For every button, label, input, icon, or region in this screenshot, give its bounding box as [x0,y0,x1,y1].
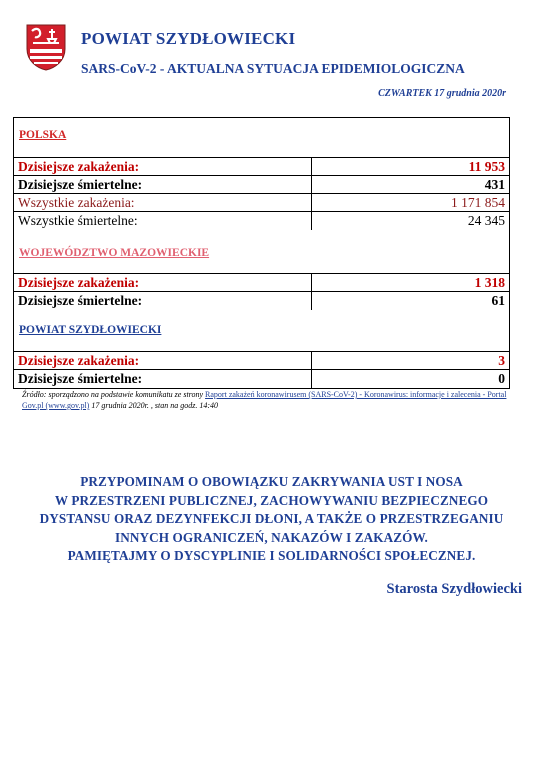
notice-line: DYSTANSU ORAZ DEZYNFEKCJI DŁONI, A TAKŻE O PRZESTRZEGANIU [39,511,504,526]
source-prefix: Źródło: sporządzono na podstawie komunikatu ze strony [22,390,204,399]
row-label: Dzisiejsze zakażenia: [18,353,140,368]
section-voivodeship-label: WOJEWÓDZTWO MAZOWIECKIE [19,247,210,259]
county-coat-of-arms-icon [25,23,67,71]
row-value: 1 318 [311,274,509,291]
notice-line: PRZYPOMINAM O OBOWIĄZKU ZAKRYWANIA UST I NOSA [80,474,463,489]
row-label: Wszystkie zakażenia: [18,195,135,210]
row-label: Dzisiejsze śmiertelne: [18,177,143,192]
report-subtitle: SARS-CoV-2 - AKTUALNA SYTUACJA EPIDEMIOLOGICZNA [81,61,465,76]
table-row [14,193,509,211]
statistics-table [13,117,510,389]
table-row [14,369,509,388]
report-date: CZWARTEK 17 grudnia 2020r [378,88,506,99]
table-row [14,157,509,175]
row-value: 61 [311,292,509,310]
county-title: POWIAT SZYDŁOWIECKI [81,29,296,48]
row-label: Dzisiejsze śmiertelne: [18,371,143,386]
row-value: 3 [311,352,509,369]
source-link[interactable]: Raport zakażeń koronawirusem (SARS-CoV-2) - Koronawirus: informacje i zalecenia - Portal Gov.pl (www.gov.pl) [22,390,507,410]
section-county-label: POWIAT SZYDŁOWIECKI [19,324,162,336]
source-suffix: 17 grudnia 2020r. , stan na godz. 14:40 [91,401,219,410]
public-notice [0,473,543,566]
notice-line: INNYCH OGRANICZEŃ, NAKAZÓW I ZAKAZÓW. [115,529,428,545]
notice-line: W PRZESTRZENI PUBLICZNEJ, ZACHOWYWANIU BEZPIECZNEGO [54,492,489,508]
notice-line: PAMIĘTAJMY O DYSCYPLINIE I SOLIDARNOŚCI SPOŁECZNEJ. [67,548,476,563]
row-label: Wszystkie śmiertelne: [18,213,138,228]
row-label: Dzisiejsze śmiertelne: [18,293,143,308]
source-note [22,389,512,411]
table-row [14,273,509,291]
row-label: Dzisiejsze zakażenia: [18,275,140,290]
table-row [14,211,509,237]
row-value: 24 345 [311,212,509,230]
table-row [14,351,509,369]
signature: Starosta Szydłowiecki [386,581,522,597]
row-value: 0 [311,370,509,388]
row-label: Dzisiejsze zakażenia: [18,159,140,174]
table-row [14,291,509,313]
row-value: 431 [311,176,509,193]
row-value: 11 953 [311,158,509,175]
section-poland-label: POLSKA [19,129,67,141]
row-value: 1 171 854 [311,194,509,211]
table-row [14,175,509,193]
